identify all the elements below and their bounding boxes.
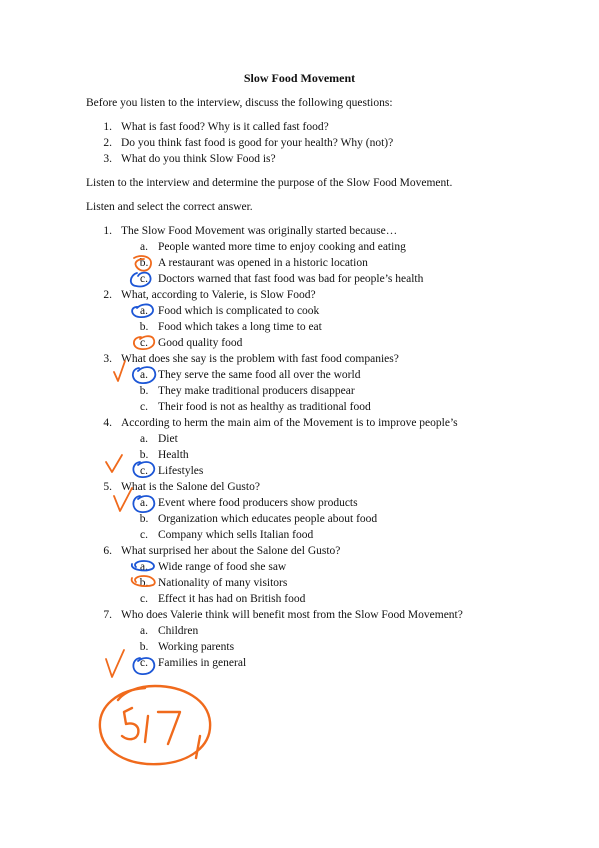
- option-text[interactable]: Their food is not as healthy as traditional food: [158, 401, 371, 413]
- option-text[interactable]: They serve the same food all over the world: [158, 369, 361, 381]
- discussion-question: Do you think fast food is good for your health? Why (not)?: [121, 137, 394, 149]
- option-letter[interactable]: a.: [140, 433, 148, 445]
- question-number: 5.: [103, 481, 112, 493]
- question-number: 3.: [103, 353, 112, 365]
- intro-text: Before you listen to the interview, discuss the following questions:: [86, 97, 393, 109]
- question-number: 4.: [103, 417, 112, 429]
- question-number: 7.: [103, 609, 112, 621]
- option-text[interactable]: They make traditional producers disappear: [158, 385, 355, 397]
- option-text[interactable]: Good quality food: [158, 337, 243, 349]
- question-text: The Slow Food Movement was originally started because…: [121, 225, 398, 237]
- discussion-question: What do you think Slow Food is?: [121, 153, 276, 165]
- option-letter[interactable]: a.: [140, 369, 148, 381]
- option-letter[interactable]: c.: [140, 657, 148, 669]
- option-letter[interactable]: b.: [139, 385, 149, 397]
- option-text[interactable]: Diet: [158, 433, 178, 445]
- option-text[interactable]: Working parents: [158, 641, 235, 653]
- instruction-select: Listen and select the correct answer.: [86, 201, 253, 213]
- option-letter[interactable]: b.: [139, 321, 149, 333]
- discussion-number: 2.: [103, 137, 112, 149]
- discussion-question: What is fast food? Why is it called fast food?: [121, 121, 329, 133]
- option-text[interactable]: Wide range of food she saw: [158, 561, 287, 573]
- option-text[interactable]: Food which takes a long time to eat: [158, 321, 322, 333]
- option-text[interactable]: Effect it has had on British food: [158, 593, 306, 605]
- question-text: What, according to Valerie, is Slow Food?: [121, 289, 316, 301]
- option-letter[interactable]: a.: [140, 625, 148, 637]
- option-letter[interactable]: a.: [140, 561, 148, 573]
- question-text: According to herm the main aim of the Movement is to improve people’s: [121, 417, 458, 429]
- option-letter[interactable]: c.: [140, 593, 148, 605]
- orange-check-q4: [106, 455, 122, 472]
- score-handwriting: [122, 708, 200, 758]
- question-number: 6.: [103, 545, 112, 557]
- option-text[interactable]: Organization which educates people about food: [158, 513, 378, 525]
- option-letter[interactable]: b.: [139, 257, 149, 269]
- option-letter[interactable]: c.: [140, 273, 148, 285]
- option-text[interactable]: Families in general: [158, 657, 247, 669]
- instruction-purpose: Listen to the interview and determine the purpose of the Slow Food Movement.: [86, 177, 453, 189]
- option-text[interactable]: Event where food producers show products: [158, 497, 358, 509]
- question-text: Who does Valerie think will benefit most from the Slow Food Movement?: [121, 609, 463, 621]
- option-letter[interactable]: a.: [140, 241, 148, 253]
- option-letter[interactable]: c.: [140, 401, 148, 413]
- option-letter[interactable]: c.: [140, 529, 148, 541]
- option-letter[interactable]: b.: [139, 641, 149, 653]
- option-text[interactable]: Company which sells Italian food: [158, 529, 314, 541]
- orange-check-q7: [106, 650, 124, 677]
- option-letter[interactable]: b.: [139, 577, 149, 589]
- option-text[interactable]: Health: [158, 449, 189, 461]
- question-text: What surprised her about the Salone del Gusto?: [121, 545, 341, 557]
- question-text: What is the Salone del Gusto?: [121, 481, 260, 493]
- question-number: 2.: [103, 289, 112, 301]
- question-text: What does she say is the problem with fast food companies?: [121, 353, 399, 365]
- option-text[interactable]: People wanted more time to enjoy cooking and eating: [158, 241, 406, 253]
- option-letter[interactable]: a.: [140, 305, 148, 317]
- option-text[interactable]: Food which is complicated to cook: [158, 305, 320, 317]
- option-text[interactable]: Doctors warned that fast food was bad for people’s health: [158, 273, 424, 285]
- option-text[interactable]: A restaurant was opened in a historic location: [158, 257, 368, 269]
- option-letter[interactable]: c.: [140, 465, 148, 477]
- option-text[interactable]: Lifestyles: [158, 465, 204, 477]
- page-title: Slow Food Movement: [243, 71, 356, 85]
- option-letter[interactable]: b.: [139, 449, 149, 461]
- discussion-number: 3.: [103, 153, 112, 165]
- option-text[interactable]: Nationality of many visitors: [158, 577, 288, 589]
- discussion-number: 1.: [103, 121, 112, 133]
- option-letter[interactable]: b.: [139, 513, 149, 525]
- option-letter[interactable]: c.: [140, 337, 148, 349]
- option-text[interactable]: Children: [158, 625, 199, 637]
- score-circle: [100, 686, 210, 764]
- question-number: 1.: [103, 225, 112, 237]
- option-letter[interactable]: a.: [140, 497, 148, 509]
